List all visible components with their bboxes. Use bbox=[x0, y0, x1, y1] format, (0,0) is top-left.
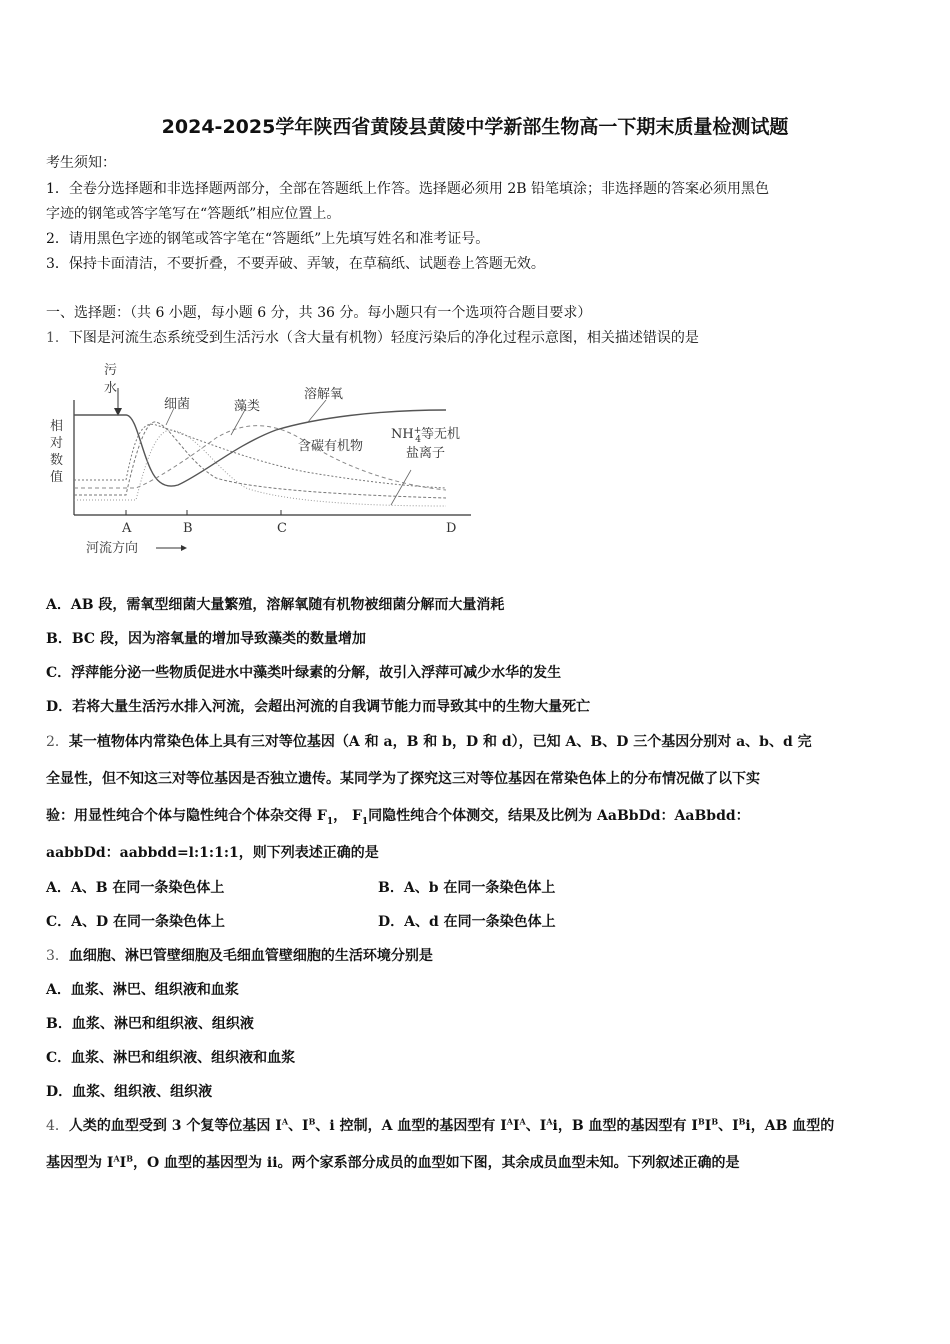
q4-l2-b: I bbox=[119, 1155, 127, 1171]
nh4-label-tail: 等无机 bbox=[421, 427, 461, 442]
nh4-label-line2: 盐离子 bbox=[406, 446, 446, 461]
q4-l2-s1: A bbox=[113, 1153, 120, 1164]
point-b: B bbox=[183, 521, 193, 536]
ylabel-2: 对 bbox=[50, 436, 64, 451]
question-text: 血细胞、淋巴管壁细胞及毛细血管壁细胞的生活环境分别是 bbox=[68, 948, 433, 964]
oxygen-curve bbox=[74, 410, 446, 486]
q4-l1-a: 人类的血型受到 3 个复等位基因 I bbox=[68, 1118, 282, 1134]
inlet-label-2: 水 bbox=[104, 381, 118, 396]
question-4-line-2 bbox=[46, 1152, 740, 1172]
notice-heading: 考生须知： bbox=[46, 155, 116, 171]
q4-l1-s5: A bbox=[546, 1116, 553, 1127]
notice-item-2: 2．请用黑色字迹的钢笔或答字笔在“答题纸”上先填写姓名和准考证号。 bbox=[46, 231, 490, 247]
question-number: 4． bbox=[46, 1118, 69, 1134]
q2-line3-c: 同隐性纯合个体测交，结果及比例为 AaBbDd：AaBbdd： bbox=[368, 808, 750, 824]
point-c: C bbox=[277, 521, 287, 536]
question-text: 某一植物体内常染色体上具有三对等位基因（A 和 a，B 和 b，D 和 d），已知 A、B、D 三个基因分别对 a、b、d 完 bbox=[68, 734, 812, 750]
algae-label: 藻类 bbox=[234, 399, 261, 414]
q2-option-a[interactable]: A．A、B 在同一条染色体上 bbox=[46, 880, 225, 896]
q4-l1-s8: B bbox=[738, 1116, 746, 1127]
river-chart bbox=[46, 360, 486, 560]
question-number: 1． bbox=[46, 330, 69, 346]
q1-option-b[interactable]: B．BC 段，因为溶氧量的增加导致藻类的数量增加 bbox=[46, 631, 366, 647]
q3-option-b[interactable]: B．血浆、淋巴和组织液、组织液 bbox=[46, 1016, 254, 1032]
q4-l1-b: 、I bbox=[288, 1118, 309, 1134]
carbon-label: 含碳有机物 bbox=[298, 439, 364, 454]
q4-l1-d: I bbox=[512, 1118, 520, 1134]
ylabel-4: 值 bbox=[50, 470, 64, 485]
nh4-label-sub: 4 bbox=[415, 435, 421, 445]
question-1-stem bbox=[46, 327, 699, 347]
question-2-line-3 bbox=[46, 805, 750, 827]
notice-item-3: 3．保持卡面清洁，不要折叠，不要弄破、弄皱，在草稿纸、试题卷上答题无效。 bbox=[46, 256, 545, 272]
flow-label: 河流方向 bbox=[86, 541, 139, 556]
question-text: 下图是河流生态系统受到生活污水（含大量有机物）轻度污染后的净化过程示意图，相关描述错误的是 bbox=[68, 330, 699, 346]
q3-option-a[interactable]: A．血浆、淋巴、组织液和血浆 bbox=[46, 982, 239, 998]
section-heading: 一、选择题：（共 6 小题，每小题 6 分，共 36 分。每小题只有一个选项符合题目要求） bbox=[46, 305, 592, 321]
q4-l1-f: i，B 血型的基因型有 I bbox=[552, 1118, 698, 1134]
question-number: 2． bbox=[46, 734, 69, 750]
ylabel-1: 相 bbox=[50, 419, 64, 434]
q4-l1-s2: B bbox=[308, 1116, 316, 1127]
q1-option-c[interactable]: C．浮萍能分泌一些物质促进水中藻类叶绿素的分解，故引入浮萍可减少水华的发生 bbox=[46, 665, 562, 681]
q4-l1-s1: A bbox=[281, 1116, 289, 1127]
point-d: D bbox=[446, 521, 457, 536]
nh4-label-base: NH bbox=[391, 427, 414, 442]
inlet-label-1: 污 bbox=[104, 363, 118, 378]
question-number: 3． bbox=[46, 948, 69, 964]
bacteria-label: 细菌 bbox=[164, 397, 191, 412]
ylabel-3: 数 bbox=[50, 453, 64, 468]
page-title: 2024-2025学年陕西省黄陵县黄陵中学新部生物高一下期末质量检测试题 bbox=[161, 116, 789, 138]
q4-l2-a: 基因型为 I bbox=[46, 1155, 114, 1171]
nh4-label-sup: + bbox=[413, 426, 422, 436]
q1-option-a[interactable]: A．AB 段，需氧型细菌大量繁殖，溶解氧随有机物被细菌分解而大量消耗 bbox=[46, 597, 505, 613]
q4-l1-i: i，AB 血型的 bbox=[745, 1118, 835, 1134]
q4-l1-c: 、i 控制，A 血型的基因型有 I bbox=[315, 1118, 507, 1134]
river-purification-figure bbox=[46, 360, 486, 560]
q4-l2-c: ，O 血型的基因型为 ii。两个家系部分成员的血型如下图，其余成员血型未知。下列叙述正确的是 bbox=[132, 1155, 740, 1171]
q4-l1-s6: B bbox=[697, 1116, 705, 1127]
q2-option-b[interactable]: B．A、b 在同一条染色体上 bbox=[378, 880, 556, 896]
q4-l1-g: I bbox=[704, 1118, 712, 1134]
flow-arrowhead bbox=[181, 545, 187, 551]
question-2-line-1 bbox=[46, 731, 812, 751]
q3-option-c[interactable]: C．血浆、淋巴和组织液、组织液和血浆 bbox=[46, 1050, 296, 1066]
q3-option-d[interactable]: D．血浆、组织液、组织液 bbox=[46, 1084, 213, 1100]
oxygen-label: 溶解氧 bbox=[304, 387, 344, 402]
question-4-line-1 bbox=[46, 1115, 834, 1135]
q4-l1-s7: B bbox=[711, 1116, 719, 1127]
q2-line3-b: ， F bbox=[333, 808, 362, 824]
q2-line3-a: 验：用显性纯合个体与隐性纯合个体杂交得 F bbox=[46, 808, 327, 824]
nh4-pointer bbox=[391, 470, 411, 505]
q2-line3-sub1: 1 bbox=[326, 816, 334, 827]
q2-option-c[interactable]: C．A、D 在同一条染色体上 bbox=[46, 914, 226, 930]
q2-option-d[interactable]: D．A、d 在同一条染色体上 bbox=[378, 914, 556, 930]
question-2-line-2: 全显性，但不知这三对等位基因是否独立遗传。某同学为了探究这三对等位基因在常染色体上的分布情况做了以下实 bbox=[46, 771, 760, 787]
notice-item-1b: 字迹的钢笔或答字笔写在“答题纸”相应位置上。 bbox=[46, 206, 341, 222]
q1-option-d[interactable]: D．若将大量生活污水排入河流，会超出河流的自我调节能力而导致其中的生物大量死亡 bbox=[46, 699, 591, 715]
notice-item-1a: 1．全卷分选择题和非选择题两部分，全部在答题纸上作答。选择题必须用 2B 铅笔填涂；非选择题的答案必须用黑色 bbox=[46, 181, 769, 197]
nh4-label bbox=[391, 426, 460, 445]
q4-l1-e: 、I bbox=[525, 1118, 547, 1134]
q2-line3-sub2: 1 bbox=[361, 816, 369, 827]
question-3-stem bbox=[46, 945, 433, 965]
q4-l1-h: 、I bbox=[718, 1118, 739, 1134]
q4-l2-s2: B bbox=[126, 1153, 133, 1164]
q4-l1-s3: A bbox=[506, 1116, 513, 1127]
point-a: A bbox=[122, 521, 132, 536]
q4-l1-s4: A bbox=[519, 1116, 526, 1127]
question-2-line-4: aabbDd：aabbdd=l:1:1:1，则下列表述正确的是 bbox=[46, 845, 379, 861]
